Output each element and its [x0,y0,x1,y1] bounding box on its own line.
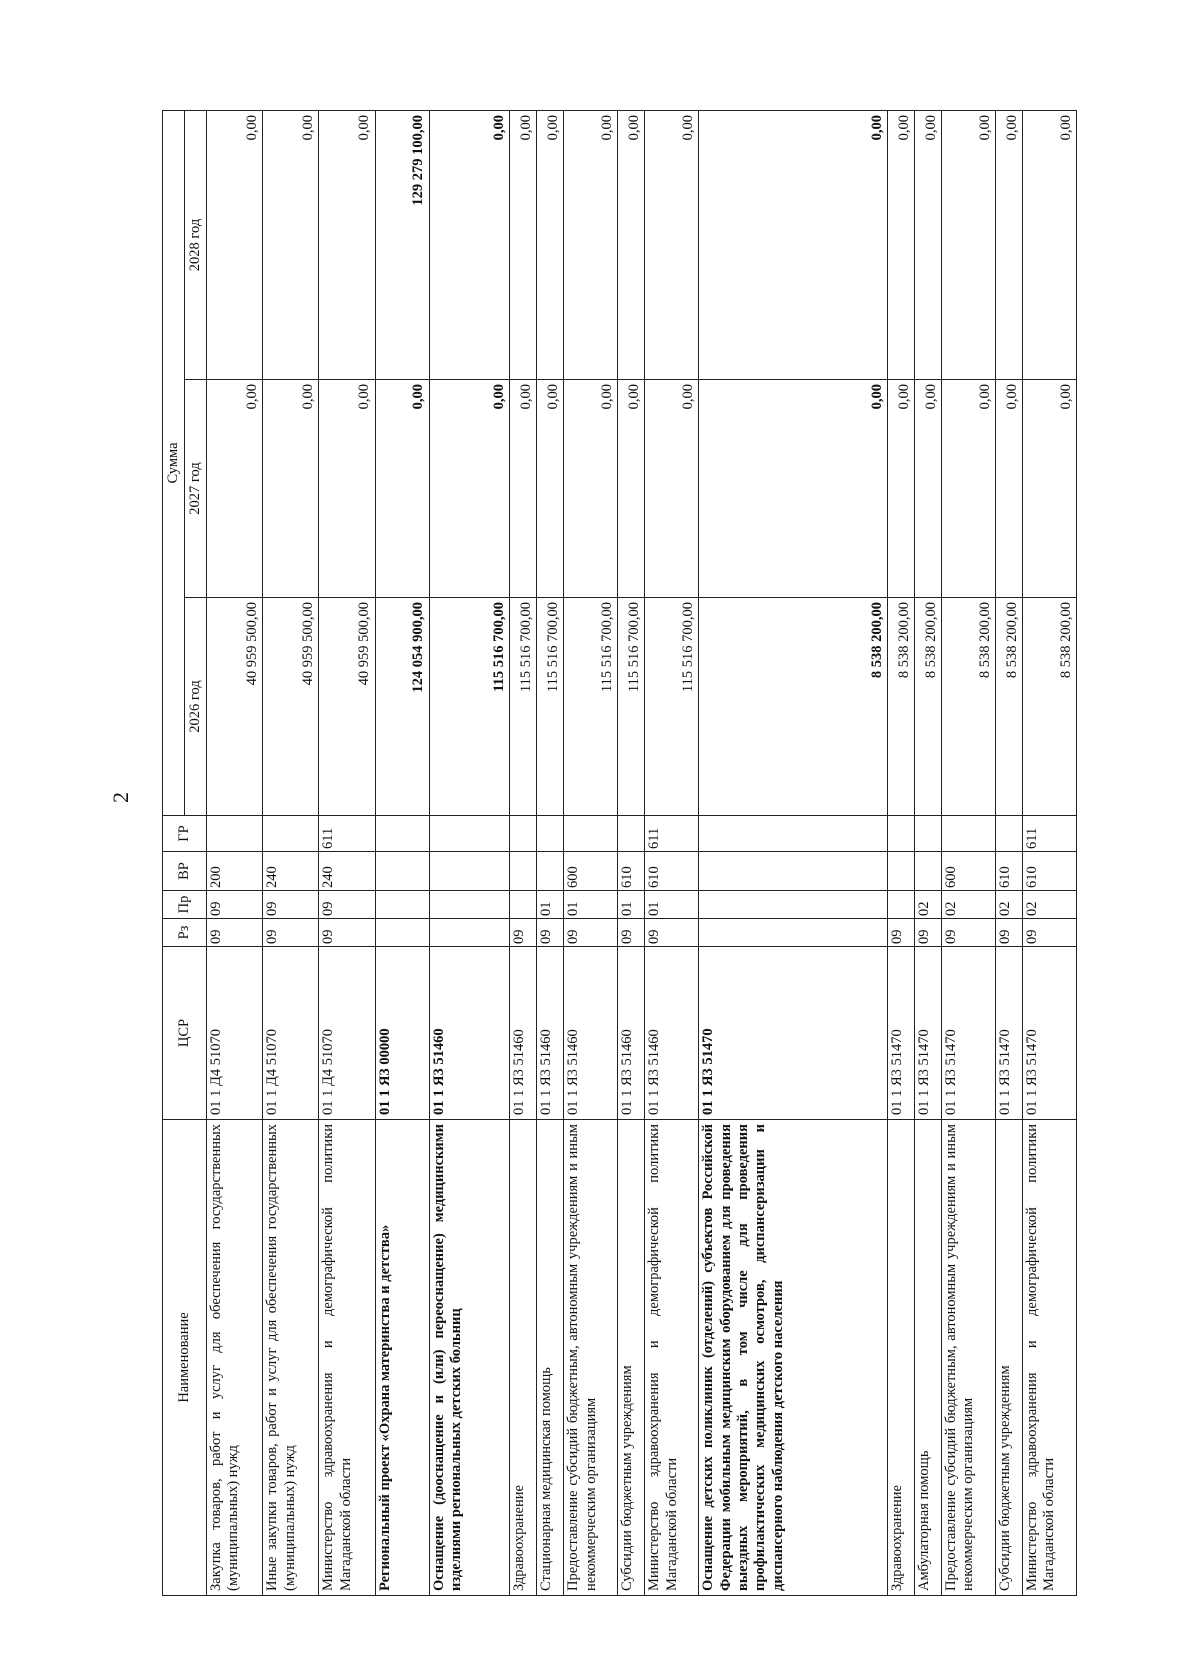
cell-vr: 610 [645,852,699,891]
cell-pr: 09 [207,891,263,919]
cell-name: Министерство здравоохранения и демографической политики Магаданской области [1022,1120,1076,1596]
cell-2028: 0,00 [510,111,537,380]
cell-csr: 01 1 Я3 51460 [645,947,699,1120]
cell-rz: 09 [537,919,564,947]
cell-name: Региональный проект «Охрана материнства и детства» [375,1120,429,1596]
cell-gr: 611 [319,816,375,852]
rotated-page-content [162,111,1077,1596]
cell-name: Оснащение детских поликлиник (отделений) субъектов Российской Федерации мобильным медицинским оборудованием для проведения выездных мероприятий, в том числе для проведения профилактических медицинских осмотров, диспансеризации и диспансерного наблюдения детского населения [699,1120,888,1596]
cell-2026: 8 538 200,00 [915,598,942,816]
header-year-2027: 2027 год [185,380,207,598]
cell-name: Амбулаторная помощь [915,1120,942,1596]
cell-csr: 01 1 Д4 51070 [207,947,263,1120]
cell-rz: 09 [510,919,537,947]
cell-2026: 124 054 900,00 [375,598,429,816]
cell-rz: 09 [263,919,319,947]
header-pr: Пр [163,891,207,919]
cell-csr: 01 1 Я3 51470 [942,947,996,1120]
cell-gr [618,816,645,852]
cell-2028: 0,00 [888,111,915,380]
cell-vr [510,852,537,891]
cell-rz: 09 [645,919,699,947]
cell-2026: 115 516 700,00 [564,598,618,816]
cell-2026: 8 538 200,00 [942,598,996,816]
cell-vr [915,852,942,891]
table-header [163,111,207,1596]
cell-2028: 0,00 [263,111,319,380]
cell-2028: 0,00 [618,111,645,380]
header-rz: Рз [163,919,207,947]
cell-csr: 01 1 Я3 51470 [995,947,1022,1120]
cell-pr [375,891,429,919]
cell-2028: 0,00 [207,111,263,380]
header-gr: ГР [163,816,207,852]
cell-vr: 600 [564,852,618,891]
cell-2028: 0,00 [915,111,942,380]
cell-csr: 01 1 Я3 51460 [510,947,537,1120]
cell-2028: 0,00 [942,111,996,380]
cell-gr [537,816,564,852]
cell-vr: 240 [263,852,319,891]
table-row [699,111,888,1596]
cell-rz [375,919,429,947]
table-body [207,111,1077,1596]
cell-vr [537,852,564,891]
cell-2028: 129 279 100,00 [375,111,429,380]
cell-2026: 8 538 200,00 [699,598,888,816]
cell-rz [699,919,888,947]
cell-2027: 0,00 [429,380,510,598]
cell-gr [699,816,888,852]
cell-pr: 01 [564,891,618,919]
cell-name: Закупка товаров, работ и услуг для обеспечения государственных (муниципальных) нужд [207,1120,263,1596]
cell-2027: 0,00 [699,380,888,598]
cell-rz: 09 [564,919,618,947]
header-name: Наименование [163,1120,207,1596]
cell-2026: 115 516 700,00 [510,598,537,816]
cell-pr [429,891,510,919]
cell-name: Стационарная медицинская помощь [537,1120,564,1596]
cell-2027: 0,00 [645,380,699,598]
cell-2028: 0,00 [429,111,510,380]
header-csr: ЦСР [163,947,207,1120]
cell-name: Предоставление субсидий бюджетным, автономным учреждениям и иным некоммерческим организациям [564,1120,618,1596]
cell-pr [888,891,915,919]
cell-vr [888,852,915,891]
table-row [263,111,319,1596]
cell-pr: 02 [995,891,1022,919]
header-sum: Сумма [163,111,185,816]
cell-vr: 200 [207,852,263,891]
cell-rz: 09 [1022,919,1076,947]
cell-rz: 09 [207,919,263,947]
table-row [915,111,942,1596]
cell-rz: 09 [888,919,915,947]
cell-2026: 115 516 700,00 [429,598,510,816]
cell-rz: 09 [942,919,996,947]
cell-2027: 0,00 [510,380,537,598]
cell-2027: 0,00 [942,380,996,598]
cell-rz [429,919,510,947]
cell-pr [510,891,537,919]
cell-pr: 01 [618,891,645,919]
cell-gr: 611 [645,816,699,852]
cell-name: Оснащение (дооснащение и (или) переоснащение) медицинскими изделиями региональных детских больниц [429,1120,510,1596]
cell-csr: 01 1 Д4 51070 [319,947,375,1120]
cell-name: Министерство здравоохранения и демографической политики Магаданской области [645,1120,699,1596]
table-row [510,111,537,1596]
cell-2028: 0,00 [1022,111,1076,380]
cell-vr [699,852,888,891]
cell-pr: 09 [263,891,319,919]
cell-pr: 02 [1022,891,1076,919]
cell-2027: 0,00 [564,380,618,598]
cell-2027: 0,00 [319,380,375,598]
cell-2026: 115 516 700,00 [645,598,699,816]
cell-2028: 0,00 [537,111,564,380]
cell-csr: 01 1 Я3 51460 [564,947,618,1120]
cell-pr: 02 [915,891,942,919]
cell-2026: 8 538 200,00 [1022,598,1076,816]
cell-vr: 600 [942,852,996,891]
budget-table [162,110,1077,1596]
cell-gr [510,816,537,852]
cell-name: Субсидии бюджетным учреждениям [618,1120,645,1596]
cell-csr: 01 1 Я3 51460 [618,947,645,1120]
page-number: 2 [108,792,133,803]
cell-vr [429,852,510,891]
cell-csr: 01 1 Я3 51470 [915,947,942,1120]
cell-csr: 01 1 Я3 00000 [375,947,429,1120]
table-row [942,111,996,1596]
cell-2026: 115 516 700,00 [537,598,564,816]
cell-pr: 02 [942,891,996,919]
cell-rz: 09 [618,919,645,947]
cell-2026: 40 959 500,00 [263,598,319,816]
table-row [564,111,618,1596]
cell-pr [699,891,888,919]
cell-vr: 240 [319,852,375,891]
header-vr: ВР [163,852,207,891]
cell-vr: 610 [995,852,1022,891]
table-row [995,111,1022,1596]
cell-2026: 40 959 500,00 [207,598,263,816]
cell-pr: 01 [645,891,699,919]
cell-2028: 0,00 [319,111,375,380]
cell-2027: 0,00 [263,380,319,598]
cell-gr: 611 [1022,816,1076,852]
header-year-2026: 2026 год [185,598,207,816]
table-row [537,111,564,1596]
cell-name: Здравоохранение [888,1120,915,1596]
table-row [645,111,699,1596]
cell-csr: 01 1 Я3 51460 [537,947,564,1120]
cell-csr: 01 1 Д4 51070 [263,947,319,1120]
cell-csr: 01 1 Я3 51470 [1022,947,1076,1120]
table-row [319,111,375,1596]
cell-pr: 09 [319,891,375,919]
cell-2027: 0,00 [915,380,942,598]
table-row [375,111,429,1596]
table-row [429,111,510,1596]
table-row [207,111,263,1596]
cell-gr [888,816,915,852]
cell-gr [564,816,618,852]
cell-rz: 09 [995,919,1022,947]
cell-gr [942,816,996,852]
cell-2027: 0,00 [995,380,1022,598]
cell-gr [263,816,319,852]
cell-2026: 8 538 200,00 [888,598,915,816]
cell-vr: 610 [1022,852,1076,891]
header-year-2028: 2028 год [185,111,207,380]
cell-name: Предоставление субсидий бюджетным, автономным учреждениям и иным некоммерческим организациям [942,1120,996,1596]
cell-rz: 09 [915,919,942,947]
cell-vr [375,852,429,891]
cell-2027: 0,00 [207,380,263,598]
cell-2027: 0,00 [618,380,645,598]
cell-2027: 0,00 [537,380,564,598]
cell-2027: 0,00 [1022,380,1076,598]
cell-2027: 0,00 [375,380,429,598]
cell-2026: 115 516 700,00 [618,598,645,816]
cell-gr [915,816,942,852]
cell-csr: 01 1 Я3 51470 [699,947,888,1120]
cell-csr: 01 1 Я3 51460 [429,947,510,1120]
cell-gr [995,816,1022,852]
cell-name: Министерство здравоохранения и демографической политики Магаданской области [319,1120,375,1596]
table-row [1022,111,1076,1596]
cell-gr [429,816,510,852]
cell-name: Субсидии бюджетным учреждениям [995,1120,1022,1596]
cell-2026: 40 959 500,00 [319,598,375,816]
cell-gr [375,816,429,852]
cell-2028: 0,00 [645,111,699,380]
cell-name: Здравоохранение [510,1120,537,1596]
cell-2026: 8 538 200,00 [995,598,1022,816]
cell-rz: 09 [319,919,375,947]
cell-2027: 0,00 [888,380,915,598]
table-row [618,111,645,1596]
cell-vr: 610 [618,852,645,891]
cell-pr: 01 [537,891,564,919]
table-row [888,111,915,1596]
cell-csr: 01 1 Я3 51470 [888,947,915,1120]
cell-2028: 0,00 [564,111,618,380]
cell-gr [207,816,263,852]
cell-name: Иные закупки товаров, работ и услуг для обеспечения государственных (муниципальных) нужд [263,1120,319,1596]
cell-2028: 0,00 [995,111,1022,380]
cell-2028: 0,00 [699,111,888,380]
